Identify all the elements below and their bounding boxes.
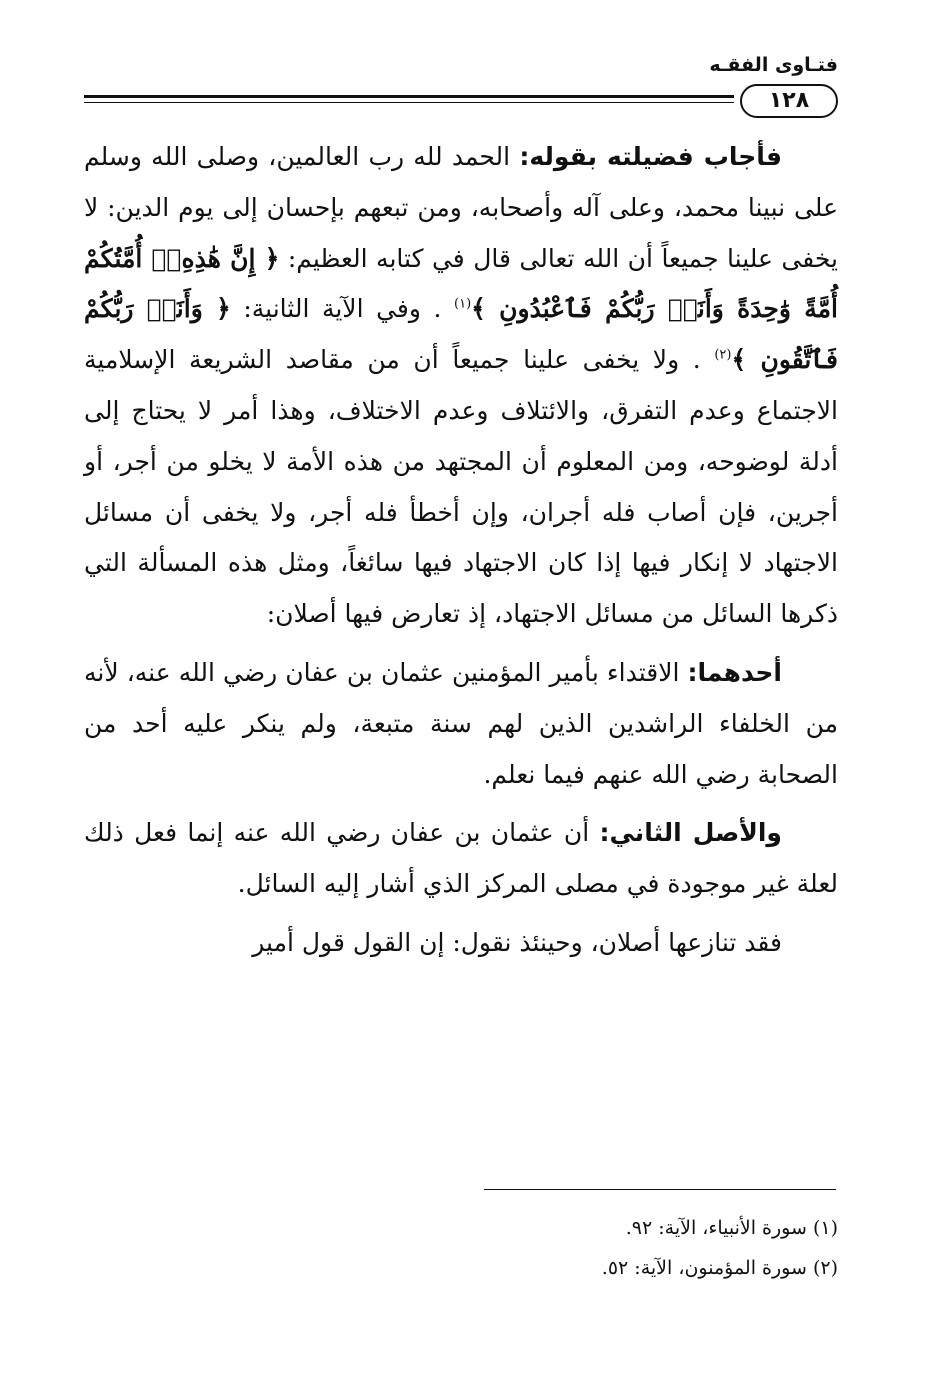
answer-text-part3: . ولا يخفى علينا جميعاً أن من مقاصد الشريعة الإسلامية الاجتماع وعدم التفرق، والائتلاف وعدم الاختلاف، وهذا أمر لا يحتاج إلى أدلة لوضوحه، ومن المعلوم أن المجتهد من هذه الأمة لا يخلو من أجر، أو أجرين، فإن أصاب فله أجران، وإن أخطأ فله أجر، ولا يخفى أن مسائل الاجتهاد لا إنكار فيها إذا كان الاجتهاد فيها سائغاً، ومثل هذه المسألة التي ذكرها السائل من مسائل الاجتهاد، إذ تعارض فيها أصلان:: [84, 345, 838, 629]
footnote-separator: [484, 1189, 836, 1190]
footnotes: [84, 1208, 838, 1288]
answer-text-part1: الحمد لله رب العالمين، وصلى الله وسلم على نبينا محمد، وعلى آله وأصحابه، ومن تبعهم بإحسان إلى يوم الدين: لا يخفى علينا جميعاً أن الله تعالى قال في كتابه العظيم:: [84, 142, 838, 273]
footnote-ref-2: (٢): [714, 347, 732, 363]
answer-text-part2: . وفي الآية الثانية:: [230, 294, 455, 324]
second-principle-text: أن عثمان بن عفان رضي الله عنه إنما فعل ذلك لعلة غير موجودة في مصلى المركز الذي أشار إليه السائل.: [84, 818, 838, 899]
conclusion-text: فقد تنازعها أصلان، وحينئذ نقول: إن القول قول أمير: [252, 927, 782, 957]
page-header: [84, 48, 838, 118]
quran-verse-2: ﴿ وَأَنَا۠ رَبُّكُمْ فَٱتَّقُونِ ﴾: [84, 294, 838, 375]
footnote-ref-1: (١): [454, 297, 472, 313]
quran-verse-1: ﴿ إِنَّ هَٰذِهِۦٓ أُمَّتُكُمْ أُمَّةً وَٰحِدَةً وَأَنَا۠ رَبُّكُمْ فَٱعْبُدُونِ ﴾: [84, 243, 838, 324]
header-rule-thin: [84, 102, 734, 103]
footnote-2: (٢) سورة المؤمنون، الآية: ٥٢.: [601, 1257, 838, 1279]
paragraph-second-principle: [84, 808, 838, 910]
page-body: [84, 132, 838, 977]
first-principle-lead: أحدهما:: [687, 657, 782, 687]
paragraph-conclusion: [84, 918, 838, 969]
paragraph-first-principle: [84, 648, 838, 800]
page-number: ١٢٨: [740, 84, 838, 118]
answer-lead: فأجاب فضيلته بقوله:: [519, 142, 782, 171]
second-principle-lead: والأصل الثاني:: [599, 818, 782, 848]
running-title: فتـاوى الفقـه: [709, 54, 838, 76]
first-principle-text: الاقتداء بأمير المؤمنين عثمان بن عفان رضي الله عنه، لأنه من الخلفاء الراشدين الذين لهم سنة متبعة، ولم ينكر عليه أحد من الصحابة رضي الله عنهم فيما نعلم.: [84, 657, 838, 789]
paragraph-answer: [84, 132, 838, 640]
footnote-1: (١) سورة الأنبياء، الآية: ٩٢.: [625, 1217, 838, 1239]
header-rule: [84, 95, 734, 98]
